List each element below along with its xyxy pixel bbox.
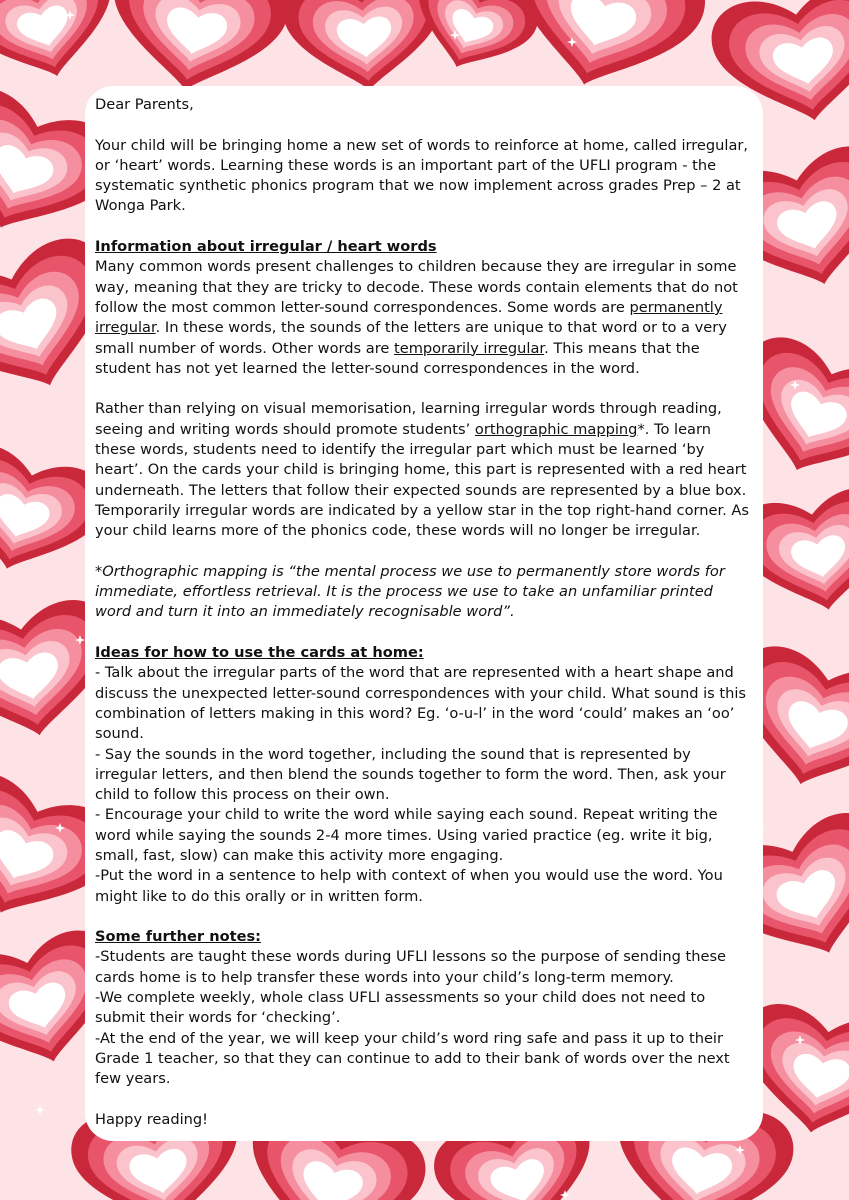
notes-item: -Students are taught these words during UFLI lessons so the purpose of sending these cards home is to help transfer these words into your child’s long-term memory. [95, 948, 727, 986]
sparkle-icon [35, 1105, 45, 1115]
intro-paragraph: Your child will be bringing home a new set of words to reinforce at home, called irregular, or ‘heart’ words. Learning these words is an important part of the UFLI program - the systematic synthetic phonics program that we now implement across grades Prep – 2 at Wonga Park. [95, 136, 749, 215]
info-paragraph-1 [95, 257, 753, 379]
ideas-item: - Encourage your child to write the word while saying each sound. Repeat writing the word while saying the sounds 2-4 more times. Using varied practice (eg. write it big, small, fast, slow) can make this activity more engaging. [95, 806, 718, 864]
notes-item: -At the end of the year, we will keep your child’s word ring safe and pass it up to their Grade 1 teacher, so that they can continue to add to their bank of words over the next few years. [95, 1029, 730, 1088]
term-permanently-irregular: permanently irregular [95, 298, 723, 337]
info-text-b: . In these words, the sounds of the letters are unique to that word or to a very small number of words. Other words are [95, 319, 727, 357]
info-text-e: *. To learn these words, students need to identify the irregular part which must be learned ‘by heart’. On the cards your child is bringing home, this part is represented with a red heart underneath. The letters that follow their expected sounds are represented by a blue box. Temporarily irregular words are indicated by a yellow star in the top right-hand corner. As your child learns more of the phonics code, these words will no longer be irregular. [95, 420, 749, 540]
term-temporarily-irregular: temporarily irregular [394, 339, 545, 357]
info-paragraph-2 [95, 399, 753, 541]
notes-heading: Some further notes: [95, 928, 262, 946]
heart-decoration [280, 0, 448, 97]
ideas-item: - Talk about the irregular parts of the word that are represented with a heart shape and discuss the unexpected letter-sound correspondences with your child. What sound is this combination of letters making in this word? Eg. ‘o-u-l’ in the word ‘could’ makes an ‘oo’ sound. [95, 664, 747, 743]
greeting: Dear Parents, [95, 96, 194, 113]
heart-decoration [0, 0, 130, 95]
ideas-heading: Ideas for how to use the cards at home: [95, 644, 424, 662]
footnote: *Orthographic mapping is “the mental process we use to permanently store words for immediate, effortless retrieval. It is the process we use to take an unfamiliar printed word and turn it into an immediately recognisable word”. [95, 562, 725, 621]
letter-card [85, 86, 763, 1141]
term-orthographic-mapping: orthographic mapping [474, 420, 638, 438]
ideas-item: -Put the word in a sentence to help with context of when you would use the word. You might like to do this orally or in written form. [95, 867, 723, 905]
info-text-d: Rather than relying on visual memorisation, learning irregular words through reading, seeing and writing words should promote students’ [95, 400, 722, 438]
info-text-c: . This means that the student has not yet learned the letter-sound correspondences in the word. [95, 339, 700, 377]
signoff: Happy reading! [95, 1110, 209, 1128]
notes-item: -We complete weekly, whole class UFLI assessments so your child does not need to submit their words for ‘checking’. [95, 989, 706, 1027]
info-heading: Information about irregular / heart words [95, 238, 437, 256]
ideas-item: - Say the sounds in the word together, including the sound that is represented by irregular letters, and then blend the sounds together to form the word. Then, ask your child to follow this process on their own. [95, 745, 726, 804]
info-text-a: Many common words present challenges to children because they are irregular in some way, meaning that they are tricky to decode. These words contain elements that do not follow the most common letter-sound correspondences. Some words are [95, 258, 738, 316]
